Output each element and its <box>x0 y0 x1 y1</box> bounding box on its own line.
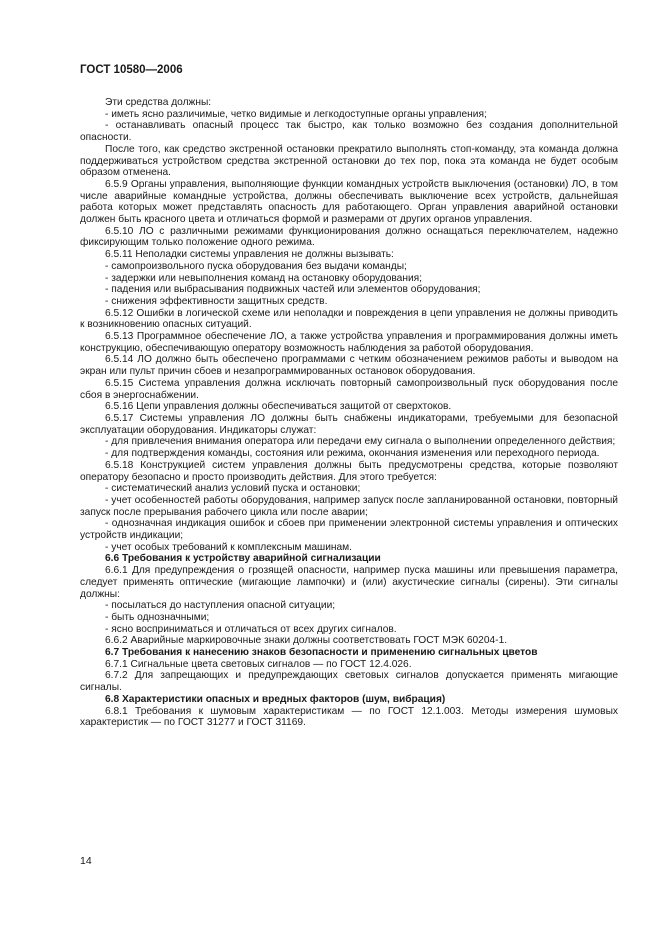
paragraph: 6.6.2 Аварийные маркировочные знаки должны соответствовать ГОСТ МЭК 60204-1. <box>105 635 508 647</box>
section-heading: 6.6 Требования к устройству аварийной сигнализации <box>105 553 381 565</box>
paragraph: 6.5.13 Программное обеспечение ЛО, а также устройства управления и программирования должны иметь конструкцию, обеспечивающую оператору возможность наблюдения за работой оборудования. <box>80 331 618 354</box>
paragraph: 6.5.11 Неполадки системы управления не должны вызывать: <box>105 249 394 261</box>
paragraph: 6.5.17 Системы управления ЛО должны быть снабжены индикаторами, требуемыми для безопасной эксплуатации оборудования. Индикаторы служат: <box>80 412 618 436</box>
paragraph: - учет особых требований к комплексным машинам. <box>105 541 353 553</box>
paragraph: - самопроизвольного пуска оборудования без выдачи команды; <box>105 260 407 272</box>
paragraph: - систематический анализ условий пуска и остановки; <box>105 483 361 495</box>
paragraph: - иметь ясно различимые, четко видимые и легкодоступные органы управления; <box>105 108 487 120</box>
paragraph: 6.5.12 Ошибки в логической схеме или неполадки и повреждения в цепи управления не должны приводить к возникновению опасных ситуаций. <box>80 307 618 331</box>
paragraph: - быть однозначными; <box>105 611 210 623</box>
paragraph: Эти средства должны: <box>105 97 212 108</box>
paragraph: - снижения эффективности защитных средств. <box>105 295 328 307</box>
page-number: 14 <box>80 855 92 867</box>
paragraph: - ясно восприниматься и отличаться от всех других сигналов. <box>105 623 397 635</box>
paragraph: После того, как средство экстренной остановки прекратило выполнять стоп-команду, эта команда должна поддерживаться устройством средства экстренной остановки до тех пор, пока эта команда не будет особым образом отменена. <box>80 143 618 179</box>
paragraph: 6.5.18 Конструкцией систем управления должны быть предусмотрены средства, которые позволяют оператору безопасно и просто производить действия. Для этого требуется: <box>80 459 618 483</box>
paragraph: - для подтверждения команды, состояния или режима, окончания изменения или переходного периода. <box>105 448 600 460</box>
paragraph: - посылаться до наступления опасной ситуации; <box>105 600 336 612</box>
document-header: ГОСТ 10580—2006 <box>80 64 183 76</box>
document-body <box>80 97 618 729</box>
paragraph: 6.8.1 Требования к шумовым характеристикам — по ГОСТ 12.1.003. Методы измерения шумовых характеристик — по ГОСТ 31277 и ГОСТ 31169. <box>80 705 618 729</box>
section-heading: 6.8 Характеристики опасных и вредных факторов (шум, вибрация) <box>105 693 446 705</box>
paragraph: - останавливать опасный процесс так быстро, как только возможно без создания дополнительной опасности. <box>80 120 618 144</box>
paragraph: 6.7.2 Для запрещающих и предупреждающих световых сигналов допускается применять мигающие сигналы. <box>80 670 618 694</box>
paragraph: 6.6.1 Для предупреждения о грозящей опасности, например пуска машины или превышения параметра, следует применять оптические (мигающие лампочки) и (или) акустические сигналы (сирены). Эти сигналы должны: <box>80 565 618 600</box>
paragraph: 6.5.16 Цепи управления должны обеспечиваться защитой от сверхтоков. <box>105 401 452 413</box>
section-heading: 6.7 Требования к нанесению знаков безопасности и применению сигнальных цветов <box>105 647 538 659</box>
paragraph: 6.5.14 ЛО должно быть обеспечено программами с четким обозначением режимов работы и выводом на экран или пульт причин сбоев и незапрограммированных остановок оборудования. <box>80 354 618 378</box>
paragraph: - учет особенностей работы оборудования, например запуск после запланированной остановки, повторный запуск после прерывания рабочего цикла или после аварии; <box>80 494 618 518</box>
paragraph: - задержки или невыполнения команд на остановку оборудования; <box>105 272 422 284</box>
paragraph: 6.7.1 Сигнальные цвета световых сигналов — по ГОСТ 12.4.026. <box>105 658 412 670</box>
paragraph: 6.5.9 Органы управления, выполняющие функции командных устройств выключения (остановки) ЛО, в том числе аварийные командные устройства, должны обеспечивать выключение всех устройств, дальнейшая работа которых может представлять опасность для работающего. Орган управления аварийной остановки должен быть красного цвета и отличаться формой и размерами от других органов управления. <box>80 178 618 226</box>
paragraph: - для привлечения внимания оператора или передачи ему сигнала о выполнении определенного действия; <box>105 436 616 448</box>
paragraph: - падения или выбрасывания подвижных частей или элементов оборудования; <box>105 284 481 296</box>
paragraph: - однозначная индикация ошибок и сбоев при применении электронной системы управления и оптических устройств индикации; <box>80 518 618 542</box>
paragraph: 6.5.10 ЛО с различными режимами функционирования должно оснащаться переключателем, надежно фиксирующим только положение одного режима. <box>80 225 618 249</box>
paragraph: 6.5.15 Система управления должна исключать повторный самопроизвольный пуск оборудования после сбоя в энергоснабжении. <box>80 377 618 401</box>
